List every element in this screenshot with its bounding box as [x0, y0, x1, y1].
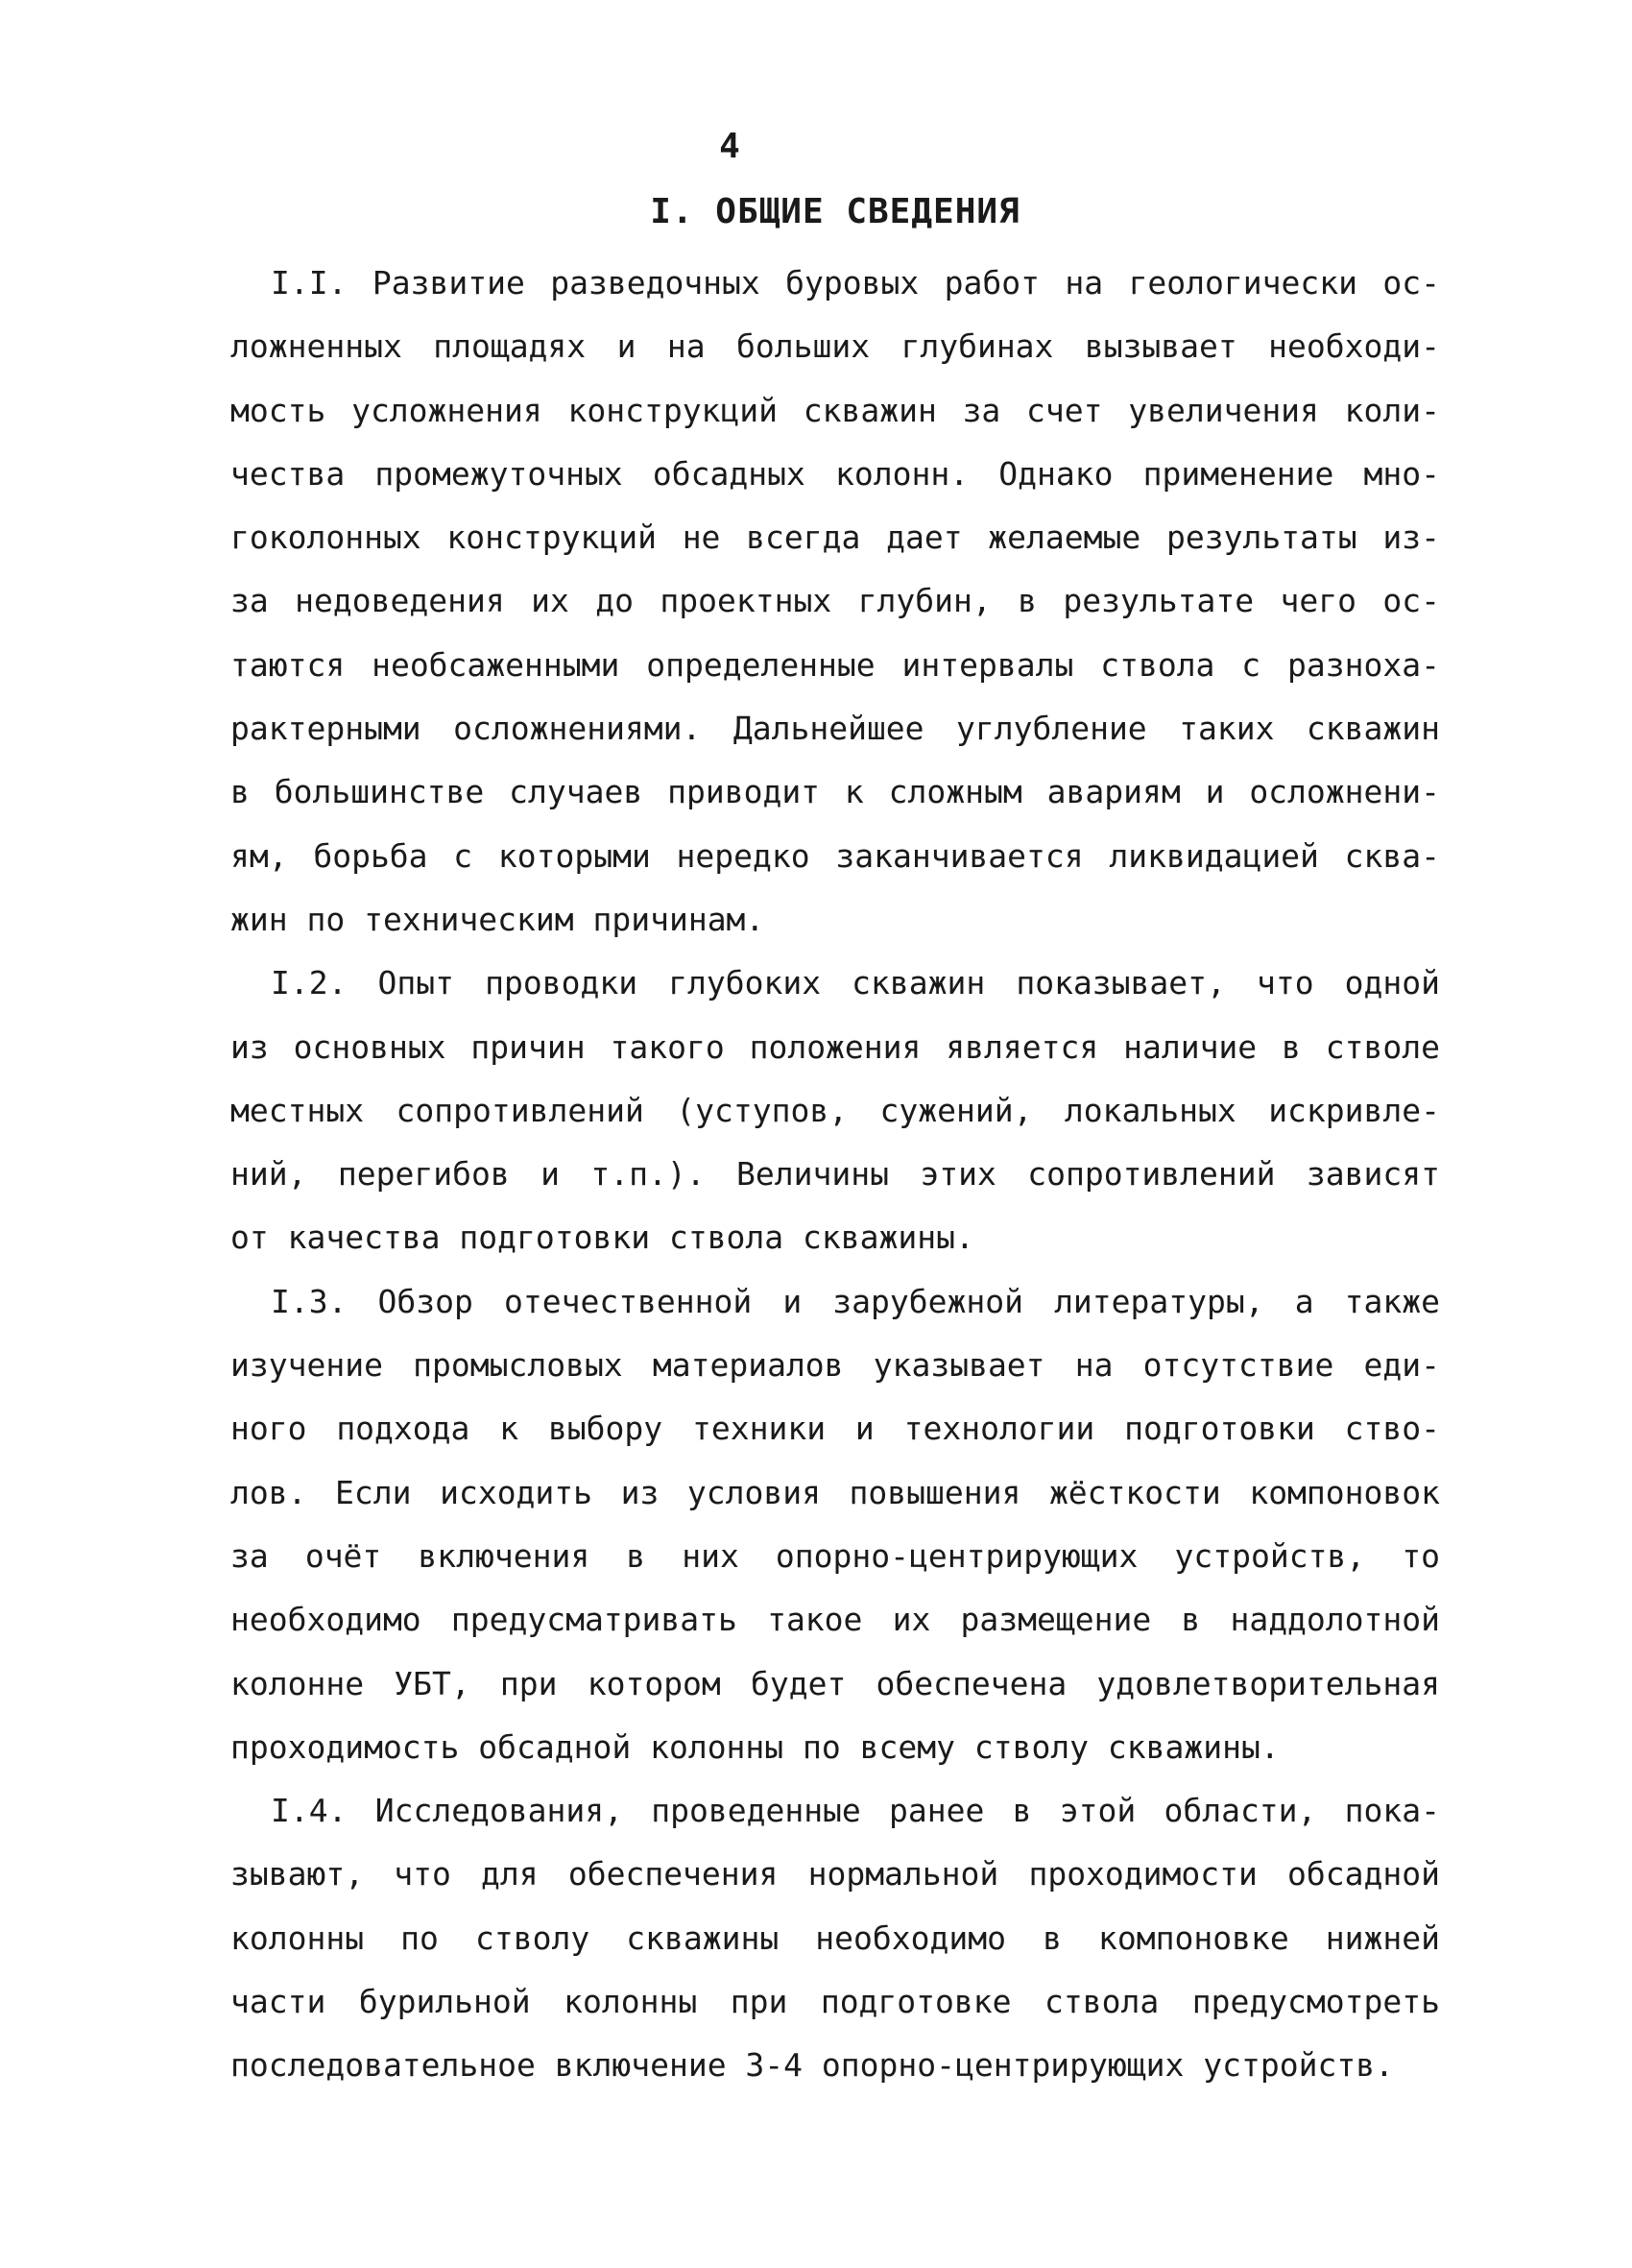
- text-line: зывают, что для обеспечения нормальной проходимости обсадной: [230, 1855, 1440, 1894]
- text-line: изучение промысловых материалов указывает на отсутствие еди-: [230, 1346, 1440, 1385]
- text-line: ного подхода к выбору техники и технологии подготовки ство-: [230, 1410, 1440, 1448]
- text-line: за недоведения их до проектных глубин, в результате чего ос-: [230, 582, 1440, 620]
- text-line: колонны по стволу скважины необходимо в компоновке нижней: [230, 1918, 1440, 1957]
- paragraph-1-4: [230, 1779, 1440, 2097]
- text-line: лов. Если исходить из условия повышения жёсткости компоновок: [230, 1473, 1440, 1511]
- text-line: мость усложнения конструкций скважин за счет увеличения коли-: [230, 391, 1440, 429]
- text-line: ложненных площадях и на больших глубинах вызывает необходи-: [230, 327, 1440, 366]
- text-line: I.4. Исследования, проведенные ранее в этой области, пока-: [271, 1792, 1440, 1830]
- text-line: в большинстве случаев приводит к сложным авариям и осложнени-: [230, 773, 1440, 811]
- text-line: от качества подготовки ствола скважины.: [230, 1218, 974, 1257]
- text-line: жин по техническим причинам.: [230, 900, 765, 938]
- text-line: рактерными осложнениями. Дальнейшее углубление таких скважин: [230, 710, 1440, 748]
- text-line: из основных причин такого положения является наличие в стволе: [230, 1027, 1440, 1066]
- text-line: ний, перегибов и т.п.). Величины этих сопротивлений зависят: [230, 1155, 1440, 1194]
- page-number: 4: [719, 127, 740, 166]
- text-line: местных сопротивлений (уступов, сужений, локальных искривле-: [230, 1091, 1440, 1129]
- text-line: ям, борьба с которыми нередко заканчивается ликвидацией сква-: [230, 836, 1440, 875]
- text-line: таются необсаженными определенные интервалы ствола с разноха-: [230, 645, 1440, 684]
- text-line: колонне УБТ, при котором будет обеспечена удовлетворительная: [230, 1664, 1440, 1702]
- text-line: I.I. Развитие разведочных буровых работ на геологически ос-: [271, 264, 1440, 302]
- text-line: чества промежуточных обсадных колонн. Однако применение мно-: [230, 454, 1440, 493]
- text-line: части бурильной колонны при подготовке ствола предусмотреть: [230, 1983, 1440, 2021]
- text-line: гоколонных конструкций не всегда дает желаемые результаты из-: [230, 519, 1440, 557]
- paragraph-1-1: [230, 252, 1440, 952]
- text-line: за очёт включения в них опорно-центрирующих устройств, то: [230, 1536, 1440, 1575]
- paragraph-1-2: [230, 952, 1440, 1269]
- section-title: I. ОБЩИЕ СВЕДЕНИЯ: [650, 192, 1020, 231]
- text-line: I.2. Опыт проводки глубоких скважин показывает, что одной: [271, 964, 1440, 1002]
- body-text: [230, 252, 1440, 2098]
- paragraph-1-3: [230, 1270, 1440, 1779]
- text-line: необходимо предусматривать такое их размещение в наддолотной: [230, 1601, 1440, 1639]
- text-line: последовательное включение 3-4 опорно-центрирующих устройств.: [230, 2046, 1394, 2085]
- text-line: проходимость обсадной колонны по всему стволу скважины.: [230, 1727, 1280, 1766]
- text-line: I.3. Обзор отечественной и зарубежной литературы, а также: [271, 1282, 1440, 1320]
